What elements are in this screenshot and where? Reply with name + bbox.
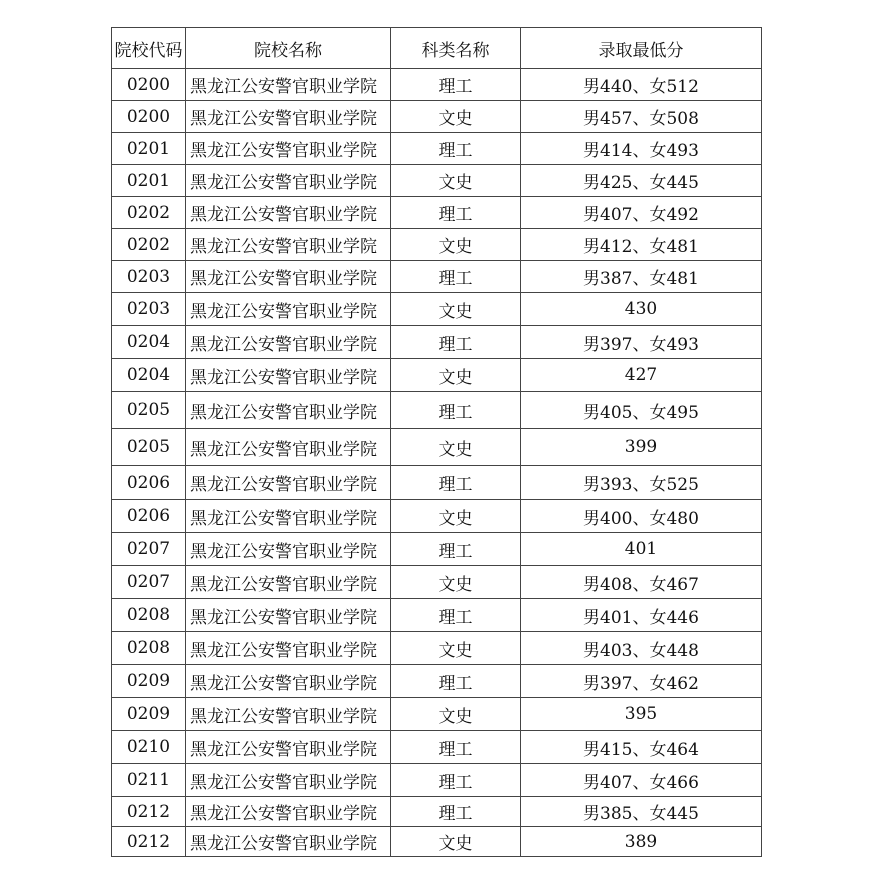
cell-school-name: 黑龙江公安警官职业学院 — [186, 293, 391, 326]
table-row — [112, 133, 762, 165]
cell-school-code: 0205 — [112, 429, 186, 466]
cell-category-name: 文史 — [391, 632, 521, 665]
table-row — [112, 566, 762, 599]
cell-min-score: 男400、女480 — [521, 500, 762, 533]
cell-min-score: 男414、女493 — [521, 133, 762, 165]
cell-school-code: 0201 — [112, 165, 186, 197]
cell-category-name: 文史 — [391, 429, 521, 466]
cell-school-code: 0211 — [112, 764, 186, 797]
cell-school-code: 0209 — [112, 665, 186, 698]
cell-min-score: 男393、女525 — [521, 466, 762, 500]
table-row — [112, 731, 762, 764]
cell-school-code: 0204 — [112, 326, 186, 359]
cell-category-name: 理工 — [391, 731, 521, 764]
cell-school-name: 黑龙江公安警官职业学院 — [186, 533, 391, 566]
cell-school-name: 黑龙江公安警官职业学院 — [186, 599, 391, 632]
cell-min-score: 男457、女508 — [521, 101, 762, 133]
cell-school-name: 黑龙江公安警官职业学院 — [186, 566, 391, 599]
cell-min-score: 男387、女481 — [521, 261, 762, 293]
cell-school-code: 0208 — [112, 632, 186, 665]
cell-category-name: 文史 — [391, 500, 521, 533]
cell-min-score: 427 — [521, 359, 762, 392]
cell-school-name: 黑龙江公安警官职业学院 — [186, 133, 391, 165]
table-row — [112, 466, 762, 500]
cell-school-name: 黑龙江公安警官职业学院 — [186, 797, 391, 827]
cell-school-code: 0212 — [112, 797, 186, 827]
cell-school-code: 0206 — [112, 500, 186, 533]
header-category-name: 科类名称 — [391, 28, 521, 69]
cell-school-code: 0202 — [112, 229, 186, 261]
cell-school-code: 0201 — [112, 133, 186, 165]
cell-category-name: 理工 — [391, 466, 521, 500]
cell-category-name: 理工 — [391, 133, 521, 165]
cell-category-name: 文史 — [391, 101, 521, 133]
admission-score-table — [111, 27, 762, 857]
cell-school-code: 0203 — [112, 293, 186, 326]
table-row — [112, 665, 762, 698]
cell-min-score: 男425、女445 — [521, 165, 762, 197]
cell-min-score: 399 — [521, 429, 762, 466]
cell-category-name: 理工 — [391, 533, 521, 566]
cell-school-name: 黑龙江公安警官职业学院 — [186, 764, 391, 797]
table-header-row — [112, 28, 762, 69]
cell-school-name: 黑龙江公安警官职业学院 — [186, 359, 391, 392]
cell-school-code: 0209 — [112, 698, 186, 731]
header-min-score: 录取最低分 — [521, 28, 762, 69]
cell-min-score: 男397、女462 — [521, 665, 762, 698]
cell-min-score: 389 — [521, 827, 762, 857]
table-body — [112, 69, 762, 857]
cell-school-name: 黑龙江公安警官职业学院 — [186, 197, 391, 229]
cell-category-name: 理工 — [391, 599, 521, 632]
cell-school-code: 0207 — [112, 566, 186, 599]
cell-school-code: 0210 — [112, 731, 186, 764]
table-row — [112, 197, 762, 229]
cell-school-code: 0203 — [112, 261, 186, 293]
cell-school-code: 0202 — [112, 197, 186, 229]
cell-min-score: 男408、女467 — [521, 566, 762, 599]
cell-school-code: 0207 — [112, 533, 186, 566]
cell-school-name: 黑龙江公安警官职业学院 — [186, 392, 391, 429]
cell-min-score: 男397、女493 — [521, 326, 762, 359]
table-row — [112, 359, 762, 392]
table-row — [112, 632, 762, 665]
header-school-code: 院校代码 — [112, 28, 186, 69]
cell-min-score: 430 — [521, 293, 762, 326]
cell-category-name: 文史 — [391, 293, 521, 326]
cell-school-name: 黑龙江公安警官职业学院 — [186, 827, 391, 857]
table-row — [112, 429, 762, 466]
cell-school-name: 黑龙江公安警官职业学院 — [186, 165, 391, 197]
cell-school-code: 0200 — [112, 69, 186, 101]
cell-school-name: 黑龙江公安警官职业学院 — [186, 731, 391, 764]
cell-min-score: 男407、女466 — [521, 764, 762, 797]
table-row — [112, 827, 762, 857]
table-row — [112, 326, 762, 359]
cell-school-name: 黑龙江公安警官职业学院 — [186, 101, 391, 133]
table-row — [112, 698, 762, 731]
cell-school-name: 黑龙江公安警官职业学院 — [186, 429, 391, 466]
cell-category-name: 理工 — [391, 326, 521, 359]
table-row — [112, 101, 762, 133]
cell-category-name: 理工 — [391, 764, 521, 797]
cell-min-score: 男403、女448 — [521, 632, 762, 665]
table-row — [112, 764, 762, 797]
cell-min-score: 男412、女481 — [521, 229, 762, 261]
cell-category-name: 理工 — [391, 197, 521, 229]
cell-category-name: 理工 — [391, 797, 521, 827]
cell-min-score: 401 — [521, 533, 762, 566]
cell-school-code: 0204 — [112, 359, 186, 392]
cell-school-name: 黑龙江公安警官职业学院 — [186, 698, 391, 731]
cell-min-score: 男405、女495 — [521, 392, 762, 429]
cell-category-name: 文史 — [391, 566, 521, 599]
cell-category-name: 文史 — [391, 827, 521, 857]
cell-school-name: 黑龙江公安警官职业学院 — [186, 665, 391, 698]
cell-category-name: 理工 — [391, 392, 521, 429]
table-row — [112, 69, 762, 101]
table-row — [112, 599, 762, 632]
cell-school-code: 0206 — [112, 466, 186, 500]
cell-school-name: 黑龙江公安警官职业学院 — [186, 229, 391, 261]
cell-min-score: 男401、女446 — [521, 599, 762, 632]
cell-category-name: 理工 — [391, 665, 521, 698]
cell-category-name: 文史 — [391, 359, 521, 392]
cell-school-name: 黑龙江公安警官职业学院 — [186, 326, 391, 359]
cell-category-name: 理工 — [391, 69, 521, 101]
table-row — [112, 533, 762, 566]
cell-school-name: 黑龙江公安警官职业学院 — [186, 261, 391, 293]
cell-category-name: 文史 — [391, 698, 521, 731]
cell-school-code: 0200 — [112, 101, 186, 133]
table-row — [112, 293, 762, 326]
cell-min-score: 男385、女445 — [521, 797, 762, 827]
cell-school-name: 黑龙江公安警官职业学院 — [186, 69, 391, 101]
table-row — [112, 261, 762, 293]
cell-school-name: 黑龙江公安警官职业学院 — [186, 500, 391, 533]
cell-school-name: 黑龙江公安警官职业学院 — [186, 632, 391, 665]
table-row — [112, 229, 762, 261]
cell-school-name: 黑龙江公安警官职业学院 — [186, 466, 391, 500]
table-row — [112, 500, 762, 533]
cell-category-name: 文史 — [391, 165, 521, 197]
table-row — [112, 392, 762, 429]
cell-min-score: 男407、女492 — [521, 197, 762, 229]
cell-min-score: 男440、女512 — [521, 69, 762, 101]
cell-school-code: 0212 — [112, 827, 186, 857]
table-row — [112, 797, 762, 827]
cell-category-name: 理工 — [391, 261, 521, 293]
cell-min-score: 男415、女464 — [521, 731, 762, 764]
cell-min-score: 395 — [521, 698, 762, 731]
cell-school-code: 0205 — [112, 392, 186, 429]
cell-school-code: 0208 — [112, 599, 186, 632]
cell-category-name: 文史 — [391, 229, 521, 261]
header-school-name: 院校名称 — [186, 28, 391, 69]
table-row — [112, 165, 762, 197]
